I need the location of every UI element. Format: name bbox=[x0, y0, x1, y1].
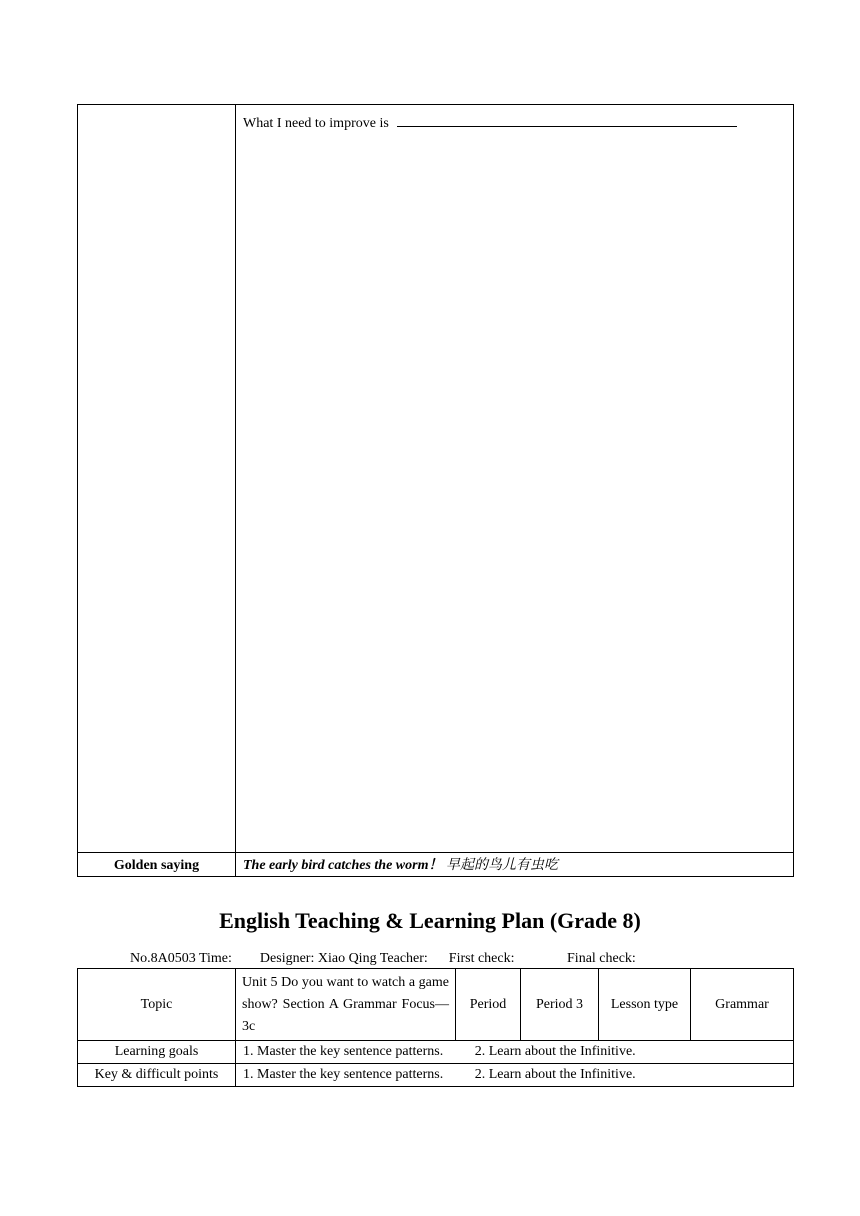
golden-saying-label: Golden saying bbox=[78, 853, 236, 877]
golden-saying-english: The early bird catches the worm！ bbox=[243, 858, 443, 873]
period-label: Period bbox=[456, 969, 521, 1041]
golden-saying-chinese: 早起的鸟儿有虫吃 bbox=[446, 857, 558, 873]
first-check: First check: bbox=[448, 951, 515, 966]
learning-goals-label: Learning goals bbox=[78, 1041, 236, 1064]
topic-value: Unit 5 Do you want to watch a game show? Section A Grammar Focus—3c bbox=[236, 969, 456, 1041]
plan-number: No.8A0503 Time: bbox=[130, 951, 232, 966]
reflection-table bbox=[77, 104, 794, 877]
key-points-label: Key & difficult points bbox=[78, 1064, 236, 1087]
key-points-value bbox=[236, 1064, 794, 1087]
lesson-type-value: Grammar bbox=[691, 969, 794, 1041]
improve-answer-line[interactable] bbox=[397, 111, 737, 127]
plan-meta-line bbox=[130, 951, 636, 967]
learning-goal-1: 1. Master the key sentence patterns. bbox=[243, 1044, 444, 1059]
key-point-2: 2. Learn about the Infinitive. bbox=[474, 1067, 636, 1082]
topic-label: Topic bbox=[78, 969, 236, 1041]
final-check: Final check: bbox=[567, 951, 636, 966]
improve-prompt: What I need to improve is bbox=[243, 116, 389, 131]
plan-table bbox=[77, 968, 794, 1087]
period-value: Period 3 bbox=[521, 969, 599, 1041]
key-point-1: 1. Master the key sentence patterns. bbox=[243, 1067, 444, 1082]
reflection-label-cell bbox=[78, 105, 236, 853]
golden-saying-text bbox=[236, 853, 794, 877]
page-title: English Teaching & Learning Plan (Grade 8) bbox=[219, 908, 641, 933]
lesson-type-label: Lesson type bbox=[599, 969, 691, 1041]
learning-goals-value bbox=[236, 1041, 794, 1064]
improve-cell bbox=[236, 105, 794, 853]
learning-goal-2: 2. Learn about the Infinitive. bbox=[474, 1044, 636, 1059]
designer: Designer: Xiao Qing Teacher: bbox=[259, 951, 428, 966]
